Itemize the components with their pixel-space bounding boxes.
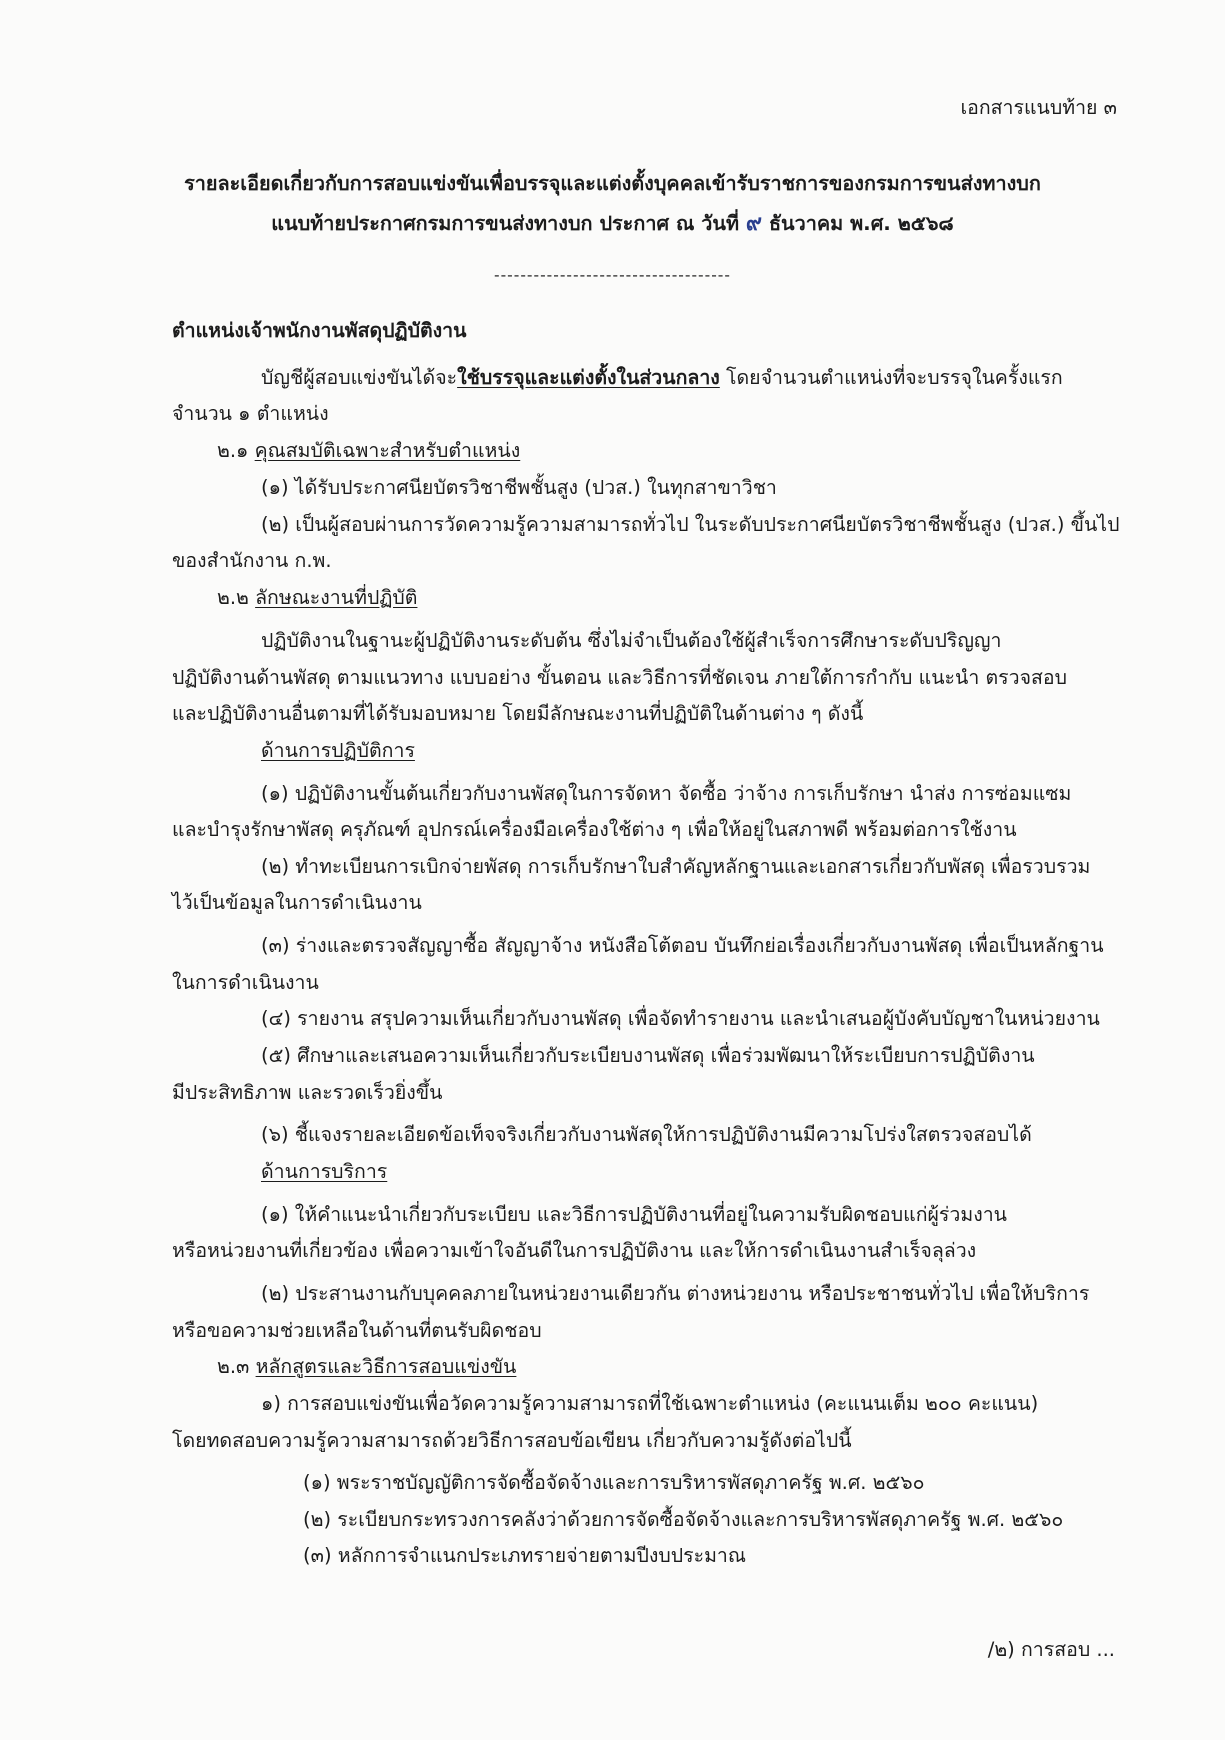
section-2-2-para-line2: ปฏิบัติงานด้านพัสดุ ตามแนวทาง แบบอย่าง ขั้นตอน และวิธีการที่ชัดเจน ภายใต้การกำกับ แนะนำ ตรวจสอบ xyxy=(172,666,1067,689)
section-2-3-title: หลักสูตรและวิธีการสอบแข่งขัน xyxy=(255,1355,517,1378)
section-2-2-para-line3: และปฏิบัติงานอื่นตามที่ได้รับมอบหมาย โดยมีลักษณะงานที่ปฏิบัติในด้านต่าง ๆ ดังนี้ xyxy=(172,702,864,725)
section-2-3-sub3: (๓) หลักการจำแนกประเภทรายจ่ายตามปีงบประมาณ xyxy=(303,1544,746,1567)
section-2-3-item1-line2: โดยทดสอบความรู้ความสามารถด้วยวิธีการสอบข้อเขียน เกี่ยวกับความรู้ดังต่อไปนี้ xyxy=(172,1429,852,1452)
section-2-3-sub1: (๑) พระราชบัญญัติการจัดซื้อจัดจ้างและการบริหารพัสดุภาครัฐ พ.ศ. ๒๕๖๐ xyxy=(303,1471,925,1494)
position-intro-line1 xyxy=(261,365,1063,391)
document-title-line1: รายละเอียดเกี่ยวกับการสอบแข่งขันเพื่อบรรจุและแต่งตั้งบุคคลเข้ารับราชการของกรมการขนส่งทางบก xyxy=(184,172,1041,195)
intro-text-b: โดยจำนวนตำแหน่งที่จะบรรจุในครั้งแรก xyxy=(719,366,1063,389)
section-2-1-item2-line2: ของสำนักงาน ก.พ. xyxy=(172,549,332,572)
section-2-2-para-line1: ปฏิบัติงานในฐานะผู้ปฏิบัติงานระดับต้น ซึ่งไม่จำเป็นต้องใช้ผู้สำเร็จการศึกษาระดับปริญญา xyxy=(261,629,1002,652)
section-2-1-number: ๒.๑ xyxy=(217,439,255,462)
svc-item1-line1: (๑) ให้คำแนะนำเกี่ยวกับระเบียบ และวิธีการปฏิบัติงานที่อยู่ในความรับผิดชอบแก่ผู้ร่วมงาน xyxy=(261,1203,1008,1226)
section-2-2-title: ลักษณะงานที่ปฏิบัติ xyxy=(255,586,418,609)
page-continuation: /๒) การสอบ ... xyxy=(987,1638,1115,1661)
ops-item3-line1: (๓) ร่างและตรวจสัญญาซื้อ สัญญาจ้าง หนังสือโต้ตอบ บันทึกย่อเรื่องเกี่ยวกับงานพัสดุ เพื่อเป็นหลักฐาน xyxy=(261,934,1104,957)
ops-item3-line2: ในการดำเนินงาน xyxy=(172,971,319,994)
ops-item1-line1: (๑) ปฏิบัติงานขั้นต้นเกี่ยวกับงานพัสดุในการจัดหา จัดซื้อ ว่าจ้าง การเก็บรักษา นำส่ง การซ่อมแซม xyxy=(261,782,1072,805)
section-2-1-item2-line1: (๒) เป็นผู้สอบผ่านการวัดความรู้ความสามารถทั่วไป ในระดับประกาศนียบัตรวิชาชีพชั้นสูง (ปวส.) ขึ้นไป xyxy=(261,513,1120,536)
section-2-2-heading xyxy=(217,585,417,611)
ops-item2-line1: (๒) ทำทะเบียนการเบิกจ่ายพัสดุ การเก็บรักษาใบสำคัญหลักฐานและเอกสารเกี่ยวกับพัสดุ เพื่อรวบรวม xyxy=(261,855,1091,878)
title-day: ๙ xyxy=(745,211,763,236)
intro-underlined-text: ใช้บรรจุและแต่งตั้งในส่วนกลาง xyxy=(457,366,720,389)
ops-item5-line1: (๕) ศึกษาและเสนอความเห็นเกี่ยวกับระเบียบงานพัสดุ เพื่อร่วมพัฒนาให้ระเบียบการปฏิบัติงาน xyxy=(261,1044,1035,1067)
title-prefix: แนบท้ายประกาศกรมการขนส่งทางบก ประกาศ ณ วันที่ xyxy=(271,212,740,235)
annex-label: เอกสารแนบท้าย ๓ xyxy=(960,96,1117,119)
ops-item6: (๖) ชี้แจงรายละเอียดข้อเท็จจริงเกี่ยวกับงานพัสดุให้การปฏิบัติงานมีความโปร่งใสตรวจสอบได้ xyxy=(261,1123,1032,1146)
svc-item2-line2: หรือขอความช่วยเหลือในด้านที่ตนรับผิดชอบ xyxy=(172,1319,542,1342)
ops-item5-line2: มีประสิทธิภาพ และรวดเร็วยิ่งขึ้น xyxy=(172,1081,443,1104)
ops-item1-line2: และบำรุงรักษาพัสดุ ครุภัณฑ์ อุปกรณ์เครื่องมือเครื่องใช้ต่าง ๆ เพื่อให้อยู่ในสภาพดี พร้อมต่อการใช้งาน xyxy=(172,818,1017,841)
title-suffix: ธันวาคม พ.ศ. ๒๕๖๘ xyxy=(768,212,954,235)
document-title-line2 xyxy=(0,211,1225,237)
section-2-1-title: คุณสมบัติเฉพาะสำหรับตำแหน่ง xyxy=(254,439,521,462)
svc-item1-line2: หรือหน่วยงานที่เกี่ยวข้อง เพื่อความเข้าใจอันดีในการปฏิบัติงาน และให้การดำเนินงานสำเร็จลุล่วง xyxy=(172,1239,977,1262)
intro-text-a: บัญชีผู้สอบแข่งขันได้จะ xyxy=(261,366,458,389)
section-2-1-heading xyxy=(217,438,520,464)
section-2-3-item1-line1: ๑) การสอบแข่งขันเพื่อวัดความรู้ความสามารถที่ใช้เฉพาะตำแหน่ง (คะแนนเต็ม ๒๐๐ คะแนน) xyxy=(261,1392,1039,1415)
section-2-2-number: ๒.๒ xyxy=(217,586,256,609)
section-2-1-item1: (๑) ได้รับประกาศนียบัตรวิชาชีพชั้นสูง (ปวส.) ในทุกสาขาวิชา xyxy=(261,476,777,499)
ops-item4: (๔) รายงาน สรุปความเห็นเกี่ยวกับงานพัสดุ เพื่อจัดทำรายงาน และนำเสนอผู้บังคับบัญชาในหน่วยงาน xyxy=(261,1007,1100,1030)
section-2-3-heading xyxy=(217,1354,516,1380)
ops-item2-line2: ไว้เป็นข้อมูลในการดำเนินงาน xyxy=(172,891,422,914)
section-2-3-number: ๒.๓ xyxy=(217,1355,256,1378)
svc-item2-line1: (๒) ประสานงานกับบุคคลภายในหน่วยงานเดียวกัน ต่างหน่วยงาน หรือประชาชนทั่วไป เพื่อให้บริการ xyxy=(261,1282,1090,1305)
operations-heading: ด้านการปฏิบัติการ xyxy=(261,739,415,762)
position-intro-line2: จำนวน ๑ ตำแหน่ง xyxy=(172,402,329,425)
services-heading: ด้านการบริการ xyxy=(261,1160,388,1183)
title-separator: ------------------------------------ xyxy=(494,266,731,284)
section-2-3-sub2: (๒) ระเบียบกระทรวงการคลังว่าด้วยการจัดซื้อจัดจ้างและการบริหารพัสดุภาครัฐ พ.ศ. ๒๕๖๐ xyxy=(303,1508,1064,1531)
position-heading: ตำแหน่งเจ้าพนักงานพัสดุปฏิบัติงาน xyxy=(172,319,467,342)
